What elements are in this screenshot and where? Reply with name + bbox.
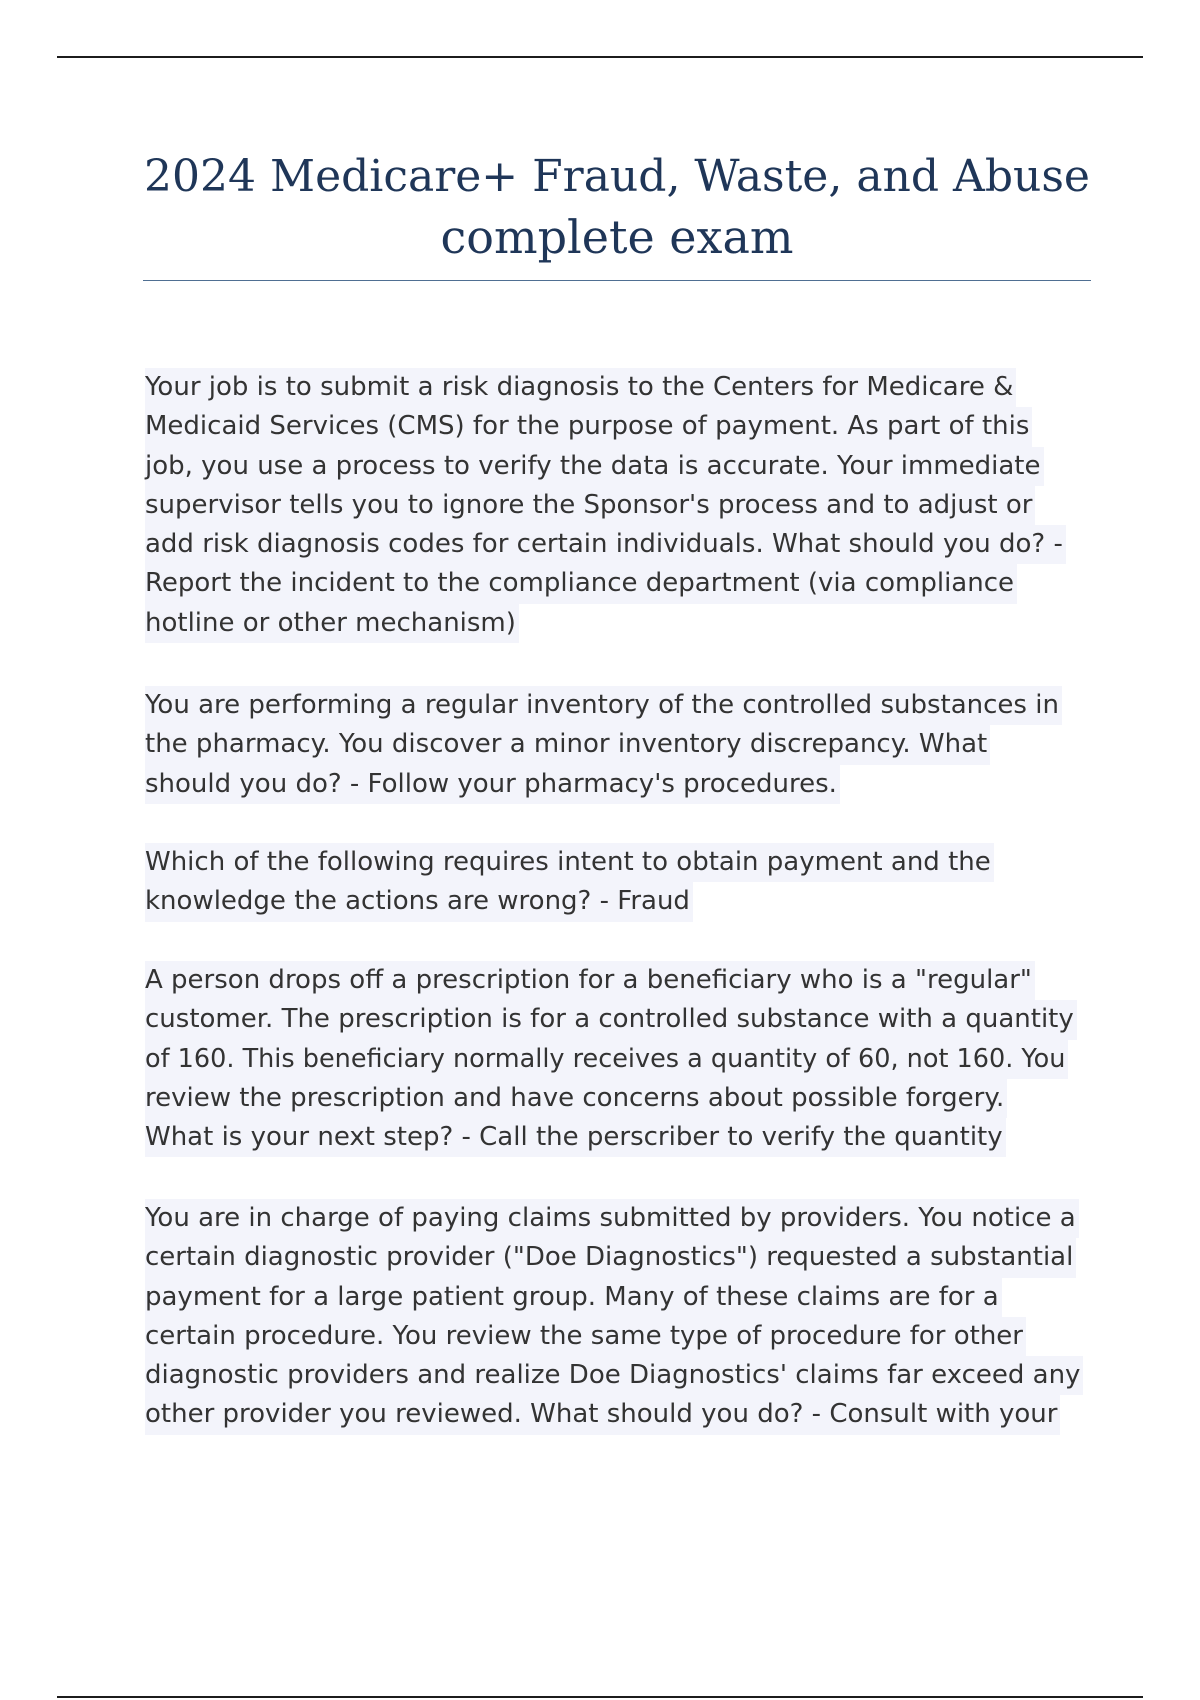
qa-paragraph-3 (145, 843, 1085, 922)
qa-paragraph-5 (145, 1199, 1085, 1435)
paragraph-line: other provider you reviewed. What should you do? - Consult with your (145, 1395, 1060, 1434)
qa-paragraph-1 (145, 368, 1085, 643)
paragraph-line: hotline or other mechanism) (145, 604, 519, 643)
paragraph-line: Which of the following requires intent to obtain payment and the (145, 843, 994, 882)
paragraph-line: A person drops off a prescription for a beneficiary who is a "regular" (145, 961, 1035, 1000)
paragraph-line: diagnostic providers and realize Doe Diagnostics' claims far exceed any (145, 1356, 1083, 1395)
paragraph-line: You are performing a regular inventory of the controlled substances in (145, 686, 1062, 725)
paragraph-line: Medicaid Services (CMS) for the purpose of payment. As part of this (145, 407, 1032, 446)
paragraph-line: supervisor tells you to ignore the Sponsor's process and to adjust or (145, 486, 1035, 525)
paragraph-line: knowledge the actions are wrong? - Fraud (145, 882, 693, 921)
paragraph-line: Your job is to submit a risk diagnosis to the Centers for Medicare & (145, 368, 1016, 407)
paragraph-line: payment for a large patient group. Many of these claims are for a (145, 1278, 1002, 1317)
paragraph-line: customer. The prescription is for a controlled substance with a quantity (145, 1000, 1077, 1039)
paragraph-line: should you do? - Follow your pharmacy's procedures. (145, 765, 840, 804)
qa-paragraph-4 (145, 961, 1085, 1157)
header-rule (57, 56, 1143, 58)
paragraph-line: certain diagnostic provider ("Doe Diagnostics") requested a substantial (145, 1238, 1076, 1277)
document-title (143, 146, 1091, 281)
paragraph-line: add risk diagnosis codes for certain individuals. What should you do? - (145, 525, 1066, 564)
qa-paragraph-2 (145, 686, 1085, 804)
paragraph-line: of 160. This beneficiary normally receives a quantity of 60, not 160. You (145, 1040, 1068, 1079)
paragraph-line: What is your next step? - Call the perscriber to verify the quantity (145, 1118, 1006, 1157)
paragraph-line: You are in charge of paying claims submitted by providers. You notice a (145, 1199, 1079, 1238)
paragraph-line: review the prescription and have concerns about possible forgery. (145, 1079, 1007, 1118)
paragraph-line: certain procedure. You review the same type of procedure for other (145, 1317, 1026, 1356)
paragraph-line: the pharmacy. You discover a minor inventory discrepancy. What (145, 725, 990, 764)
title-line-2: complete exam (440, 210, 794, 264)
footer-rule (57, 1696, 1143, 1698)
title-line-1: 2024 Medicare+ Fraud, Waste, and Abuse (144, 151, 1090, 202)
paragraph-line: Report the incident to the compliance department (via compliance (145, 564, 1017, 603)
paragraph-line: job, you use a process to verify the data is accurate. Your immediate (145, 447, 1044, 486)
